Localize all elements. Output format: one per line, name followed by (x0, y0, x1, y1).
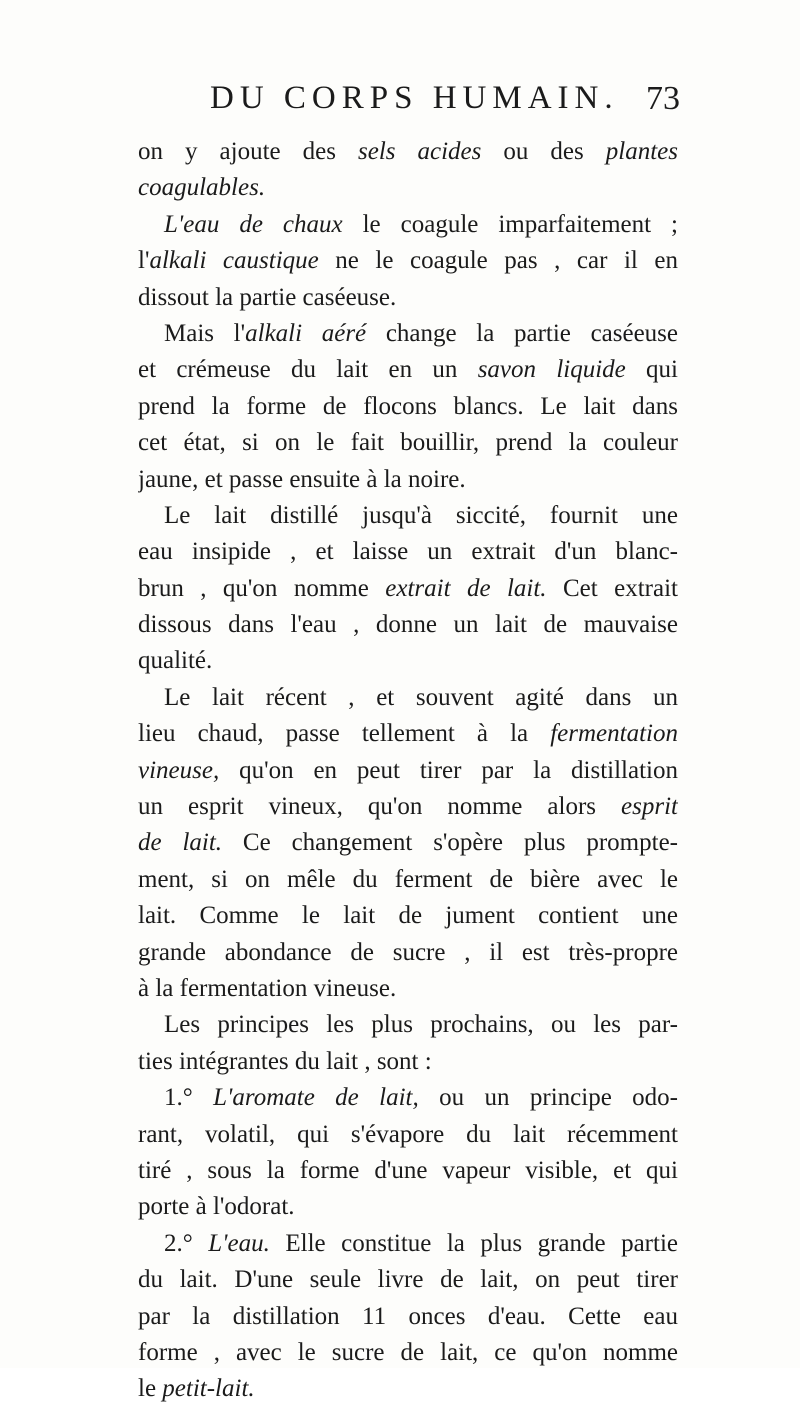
text-line (138, 825, 678, 861)
text-line (138, 607, 678, 643)
text-line (138, 680, 678, 716)
text-line (138, 389, 678, 425)
text-run: un esprit vineux, qu'on nomme alors (138, 793, 622, 821)
text-line (138, 1371, 678, 1407)
text-line (138, 316, 678, 352)
text-run: on y ajoute des (138, 138, 358, 165)
text-line (138, 1335, 678, 1371)
text-run: prend la forme de flocons blancs. Le lait dans (138, 392, 678, 420)
text-run: à la fermentation vineuse. (138, 974, 397, 1002)
text-line (138, 753, 678, 789)
text-line (138, 1299, 678, 1335)
text-line (138, 352, 678, 388)
text-run: dissous dans l'eau , donne un lait de mauvaise (138, 611, 678, 639)
italic-text: alkali caustique (149, 247, 319, 275)
italic-text: de lait. (138, 829, 223, 857)
text-line (138, 498, 678, 534)
text-line (138, 571, 678, 607)
text-line (138, 462, 678, 498)
text-run: cet état, si on le fait bouillir, prend la couleur (138, 429, 678, 457)
italic-text: savon liquide (477, 356, 626, 384)
text-line (138, 1189, 678, 1225)
text-line (138, 1080, 678, 1116)
text-run: porte à l'odorat. (138, 1193, 295, 1221)
text-run: le (138, 1375, 163, 1403)
italic-text: L'eau. (208, 1229, 270, 1257)
text-run: du lait. D'une seule livre de lait, on peut tirer (138, 1266, 678, 1294)
text-run: change la partie caséeuse (366, 319, 678, 347)
text-run: Cet extrait (546, 574, 678, 602)
text-run: ou un principe odo- (418, 1084, 678, 1112)
page-header (210, 80, 680, 130)
text-run: Ce changement s'opère plus prompte- (222, 829, 678, 857)
text-line (138, 789, 678, 825)
italic-text: extrait de lait. (385, 574, 547, 602)
text-line (138, 1262, 678, 1298)
text-run: le coagule imparfaitement ; (342, 210, 678, 238)
body-text (138, 134, 678, 1408)
italic-text: sels acides (358, 138, 482, 165)
italic-text: fermentation (550, 720, 678, 748)
text-line (138, 898, 678, 934)
italic-text: plantes (605, 138, 678, 165)
text-run: Le lait récent , et souvent agité dans un (164, 683, 678, 711)
text-line (138, 935, 678, 971)
text-run: rant, volatil, qui s'évapore du lait récemment (138, 1120, 678, 1148)
text-line (138, 1044, 678, 1080)
text-run: 2.° (164, 1229, 209, 1257)
italic-text: coagulables. (138, 174, 266, 202)
text-line (138, 207, 678, 243)
text-run: tiré , sous la forme d'une vapeur visible, et qui (138, 1156, 678, 1184)
italic-text: vineuse, (138, 756, 220, 784)
text-line (138, 862, 678, 898)
text-run: et crémeuse du lait en un (138, 356, 478, 384)
text-run: l' (138, 247, 150, 275)
text-run: grande abondance de sucre , il est très-propre (138, 938, 678, 966)
text-run: Le lait distillé jusqu'à siccité, fournit une (164, 501, 678, 529)
text-run: forme , avec le sucre de lait, ce qu'on nomme (138, 1338, 678, 1366)
text-line (138, 971, 678, 1007)
text-run: 1.° (164, 1084, 214, 1112)
text-run: ou des (481, 138, 606, 165)
text-run: eau insipide , et laisse un extrait d'un blanc- (138, 538, 678, 566)
text-run: Mais l' (164, 319, 246, 347)
text-run: qualité. (138, 647, 213, 675)
text-line (138, 1117, 678, 1153)
text-run: qui (625, 356, 678, 384)
text-run: par la distillation 11 onces d'eau. Cette eau (138, 1302, 678, 1330)
text-run: brun , qu'on nomme (138, 574, 386, 602)
text-line (138, 280, 678, 316)
text-run: qu'on en peut tirer par la distillation (219, 756, 678, 784)
text-run: lait. Comme le lait de jument contient une (138, 902, 678, 930)
text-line (138, 425, 678, 461)
text-line (138, 643, 678, 679)
italic-text: alkali aéré (245, 319, 367, 347)
italic-text: L'aromate de lait, (213, 1084, 419, 1112)
text-run: Elle constitue la plus grande partie (269, 1229, 678, 1257)
text-run: dissout la partie caséeuse. (138, 283, 397, 311)
text-line (138, 170, 678, 206)
running-title: DU CORPS HUMAIN. (210, 80, 619, 116)
text-run: Les principes les plus prochains, ou les par- (164, 1011, 678, 1039)
text-line (138, 134, 678, 170)
text-line (138, 1153, 678, 1189)
italic-text: esprit (621, 793, 678, 821)
text-run: lieu chaud, passe tellement à la (138, 720, 551, 748)
text-line (138, 716, 678, 752)
text-line (138, 534, 678, 570)
text-line (138, 1007, 678, 1043)
italic-text: petit-lait. (162, 1375, 255, 1403)
italic-text: L'eau de chaux (164, 210, 343, 238)
text-run: ties intégrantes du lait , sont : (138, 1047, 432, 1075)
text-run: jaune, et passe ensuite à la noire. (138, 465, 466, 493)
text-run: ment, si on mêle du ferment de bière avec le (138, 865, 678, 893)
text-line (138, 1226, 678, 1262)
text-line (138, 243, 678, 279)
page-number: 73 (646, 80, 680, 117)
text-run: ne le coagule pas , car il en (318, 247, 678, 275)
